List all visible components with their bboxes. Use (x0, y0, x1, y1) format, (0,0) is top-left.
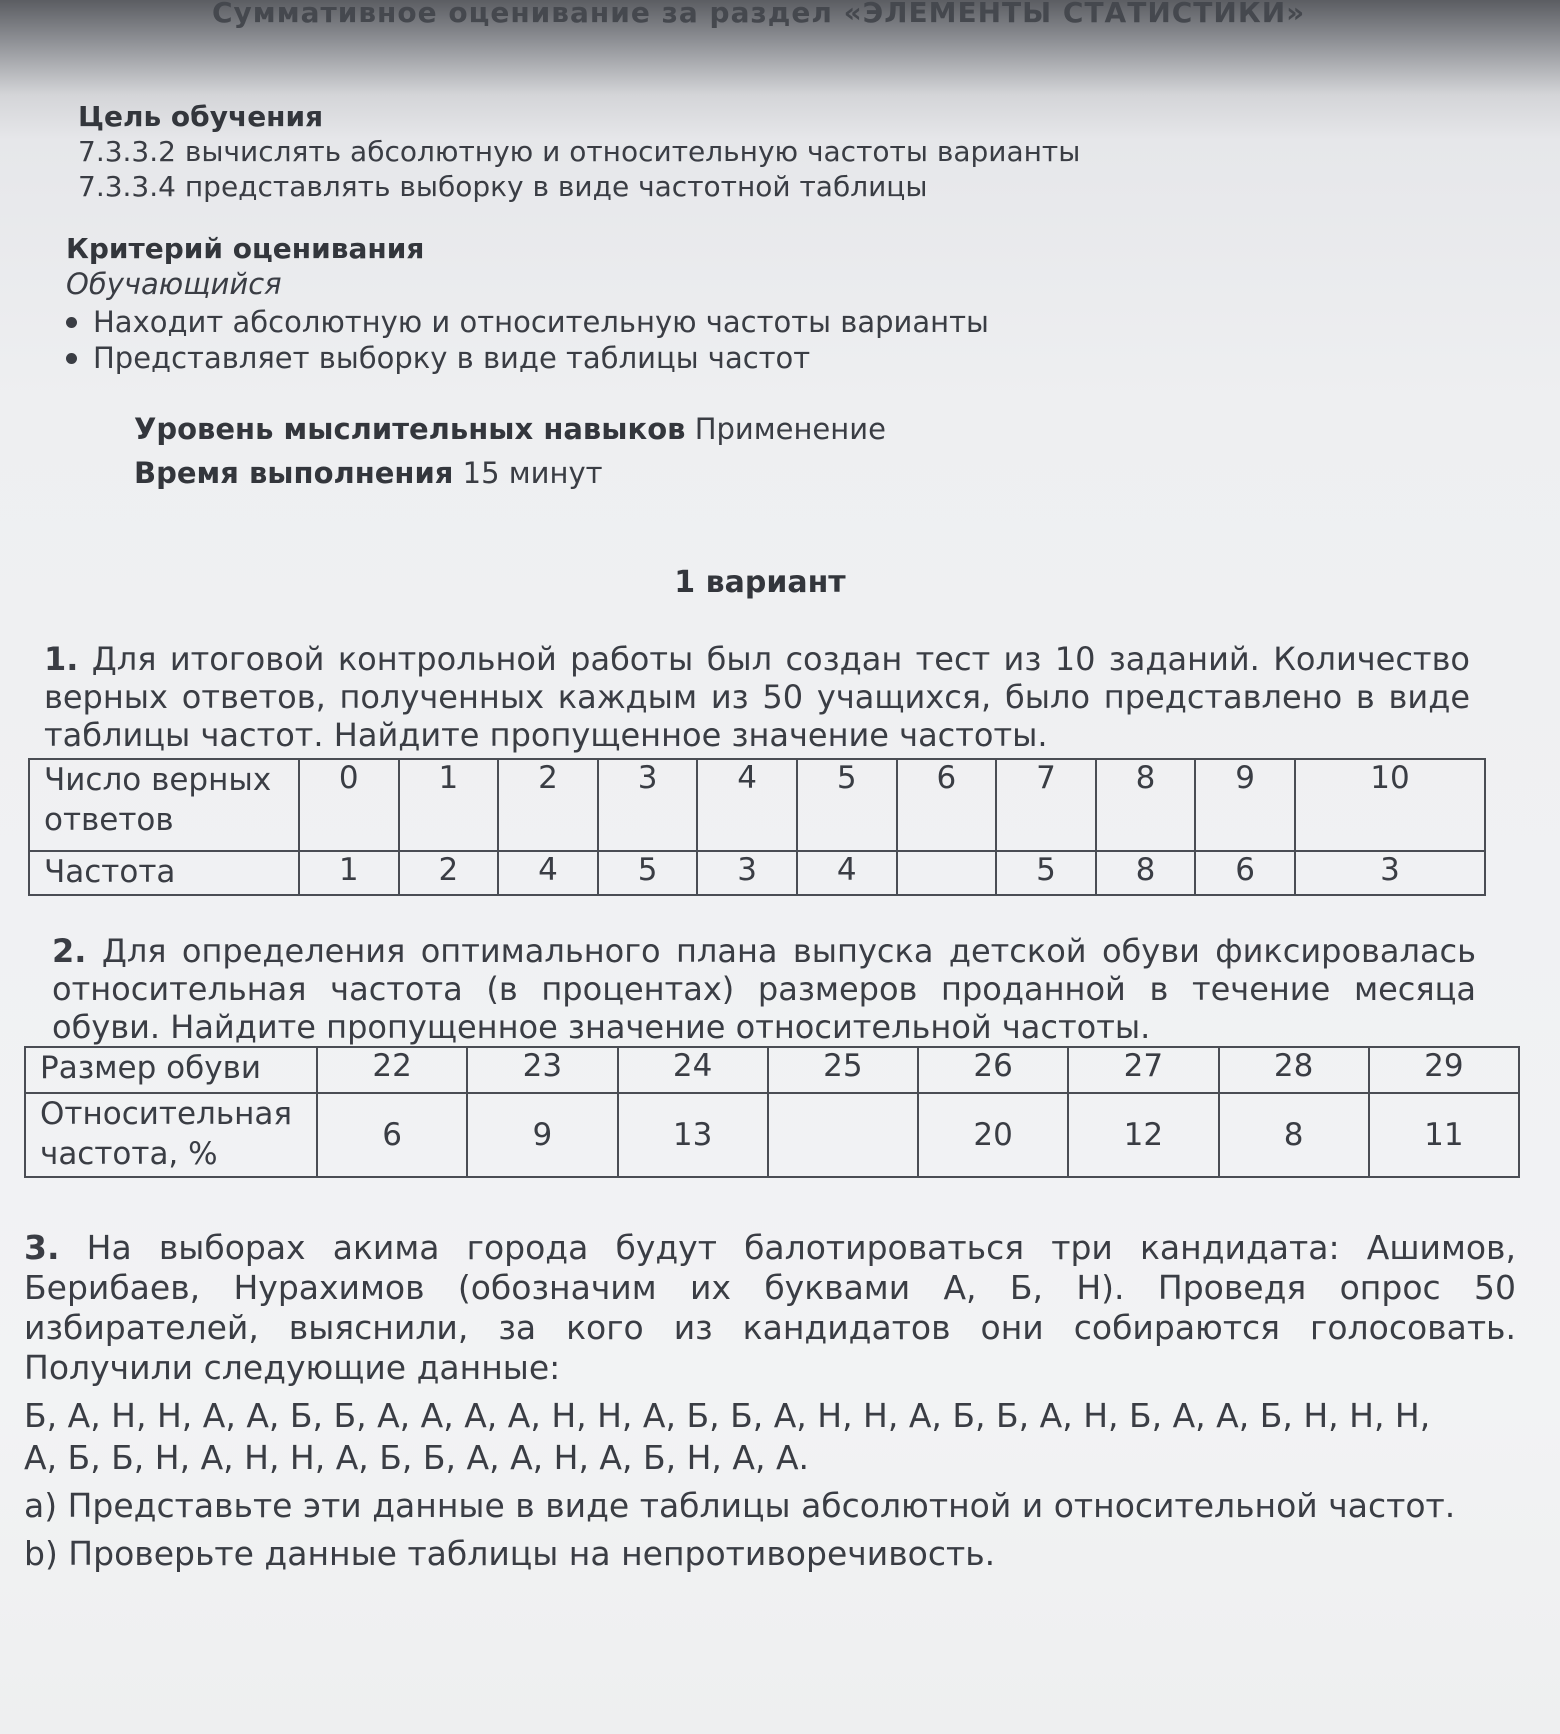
table-cell: 1 (399, 759, 499, 851)
level-label: Уровень мыслительных навыков (134, 412, 686, 446)
task3-data-line-2: А, Б, Б, Н, А, Н, Н, А, Б, Б, А, А, Н, А, Б, Н, А, А. (24, 1438, 810, 1477)
criteria-heading: Критерий оценивания (66, 232, 425, 265)
task3-section (24, 1228, 1516, 1574)
table-cell: 23 (467, 1047, 617, 1093)
task3-data-line-1: Б, А, Н, Н, А, А, Б, Б, А, А, А, А, Н, Н, А, Б, Б, А, Н, Н, А, Б, Б, А, Н, Б, А, А, Б, Н, Н, Н, (24, 1396, 1431, 1435)
table-cell: 2 (498, 759, 598, 851)
task3-part-a: а) Представьте эти данные в виде таблицы абсолютной и относительной частот. (24, 1486, 1456, 1525)
task3-text (24, 1228, 1516, 1388)
table-cell: 3 (697, 851, 797, 895)
criteria-section (66, 232, 989, 375)
time-label: Время выполнения (134, 456, 454, 490)
table-cell: 1 (299, 851, 399, 895)
table-cell: 8 (1096, 851, 1196, 895)
table-cell: 9 (1195, 759, 1295, 851)
table-cell: 4 (797, 851, 897, 895)
table-cell: 26 (918, 1047, 1068, 1093)
time-row (134, 456, 603, 490)
task3-part-b: b) Проверьте данные таблицы на непротиворечивость. (24, 1534, 996, 1573)
table-cell: 4 (498, 851, 598, 895)
table-cell: 8 (1219, 1093, 1369, 1177)
table-cell: 10 (1295, 759, 1485, 851)
table-cell: 13 (618, 1093, 768, 1177)
task3-number: 3. (24, 1228, 60, 1267)
table-row (25, 1047, 1519, 1093)
task2-row2-label: Относительная частота, % (25, 1093, 317, 1177)
task2-text (52, 932, 1476, 1046)
goal-heading: Цель обучения (78, 100, 324, 133)
table-row (29, 759, 1485, 851)
table-cell: 22 (317, 1047, 467, 1093)
table-cell: 3 (598, 759, 698, 851)
table-cell-empty (897, 851, 997, 895)
table-cell-empty (768, 1093, 918, 1177)
table-cell: 29 (1369, 1047, 1519, 1093)
table-row (25, 1093, 1519, 1177)
criteria-subheading: Обучающийся (66, 267, 282, 301)
task1-body: Для итоговой контрольной работы был создан тест из 10 заданий. Количество верных ответов, полученных каждым из 50 учащихся, было представлено в виде таблицы частот. Найдите пропущенное значение частоты. (44, 640, 1471, 754)
table-cell: 25 (768, 1047, 918, 1093)
task2-table (24, 1046, 1520, 1178)
task1-text (44, 640, 1470, 754)
table-cell: 4 (697, 759, 797, 851)
level-row (134, 412, 886, 446)
criteria-item (66, 341, 989, 375)
table-cell: 2 (399, 851, 499, 895)
criteria-item-text: Представляет выборку в виде таблицы частот (93, 341, 811, 375)
table-row (29, 851, 1485, 895)
table-cell: 6 (317, 1093, 467, 1177)
table-cell: 24 (618, 1047, 768, 1093)
task1-table (28, 758, 1486, 896)
task2-row1-label: Размер обуви (25, 1047, 317, 1093)
table-cell: 6 (1195, 851, 1295, 895)
table-cell: 11 (1369, 1093, 1519, 1177)
task2-body: Для определения оптимального плана выпуска детской обуви фиксировалась относительная частота (в процентах) размеров проданной в течение месяца обуви. Найдите пропущенное значение относительной частоты. (52, 932, 1476, 1046)
goal-item-2: 7.3.3.4 представлять выборку в виде частотной таблицы (78, 170, 928, 203)
table-cell: 12 (1068, 1093, 1218, 1177)
table-cell: 3 (1295, 851, 1485, 895)
table-cell: 27 (1068, 1047, 1218, 1093)
level-value: Применение (694, 412, 886, 446)
table-cell: 5 (797, 759, 897, 851)
bullet-icon (66, 353, 77, 364)
task1-number: 1. (44, 640, 79, 678)
table-cell: 7 (996, 759, 1096, 851)
task1-row1-label: Число верных ответов (29, 759, 299, 851)
criteria-item-text: Находит абсолютную и относительную частоты варианты (93, 305, 989, 339)
task3-body: На выборах акима города будут балотироваться три кандидата: Ашимов, Берибаев, Нурахимов (обозначим их буквами А, Б, Н). Проведя опрос 50 избирателей, выяснили, за кого из кандидатов они собираются голосовать. Получили следующие данные: (24, 1228, 1516, 1387)
table-cell: 5 (996, 851, 1096, 895)
task1-row2-label: Частота (29, 851, 299, 895)
task2-number: 2. (52, 932, 87, 970)
table-cell: 28 (1219, 1047, 1369, 1093)
variant-title: 1 вариант (674, 565, 846, 600)
header-title: Суммативное оценивание за раздел «ЭЛЕМЕНТЫ СТАТИСТИКИ» (212, 0, 1306, 29)
goal-section (78, 100, 1080, 203)
goal-item-1: 7.3.3.2 вычислять абсолютную и относительную частоты варианты (78, 135, 1081, 168)
table-cell: 6 (897, 759, 997, 851)
criteria-item (66, 305, 989, 339)
bullet-icon (66, 317, 77, 328)
table-cell: 20 (918, 1093, 1068, 1177)
table-cell: 8 (1096, 759, 1196, 851)
table-cell: 5 (598, 851, 698, 895)
table-cell: 9 (467, 1093, 617, 1177)
table-cell: 0 (299, 759, 399, 851)
time-value: 15 минут (462, 456, 603, 490)
